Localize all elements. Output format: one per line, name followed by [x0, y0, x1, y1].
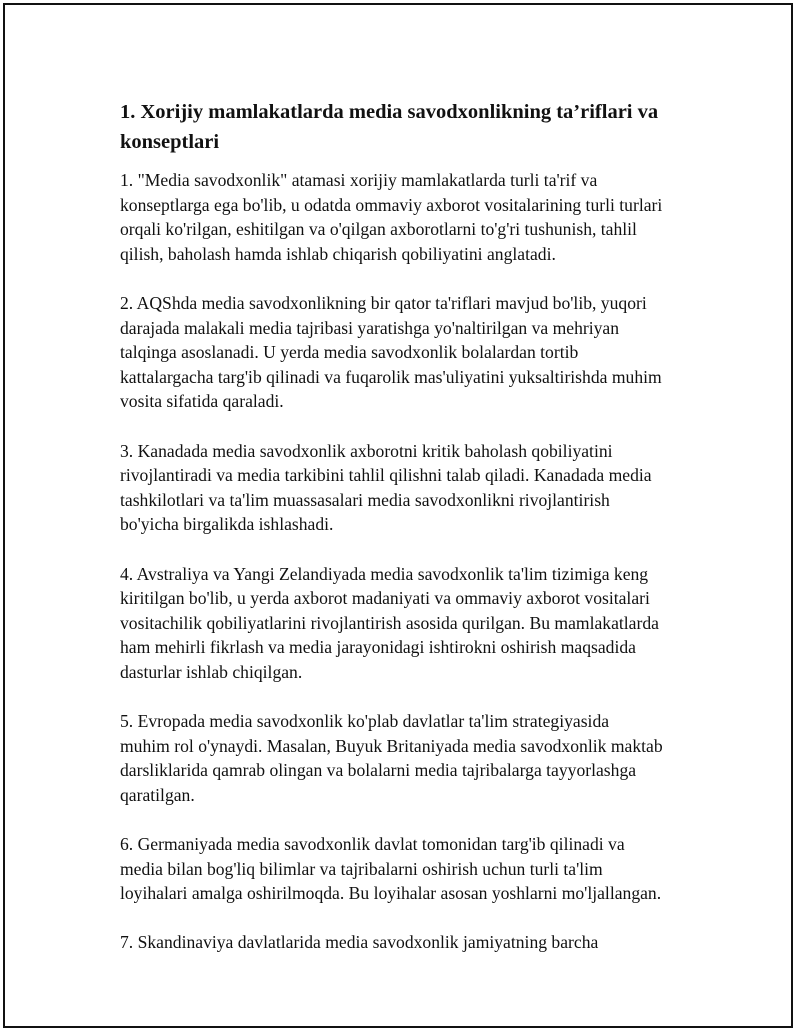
paragraph-6: 6. Germaniyada media savodxonlik davlat tomonidan targ'ib qilinadi va media bilan bog'liq bilimlar va tajribalarni oshirish uchun turli ta'lim loyihalari amalga oshirilmoqda. Bu loyihalar asosan yoshlarni mo'ljallangan.: [120, 834, 662, 904]
paragraph-3: 3. Kanadada media savodxonlik axborotni kritik baholash qobiliyatini rivojlantiradi va media tarkibini tahlil qilishni talab qiladi. Kanadada media tashkilotlari va ta'lim muassasalari media savodxonlikni rivojlantirish bo'yicha birgalikda ishlashadi.: [120, 440, 652, 535]
paragraph-5: 5. Evropada media savodxonlik ko'plab davlatlar ta'lim strategiyasida muhim rol o'ynaydi. Masalan, Buyuk Britaniyada media savodxonlik maktab darsliklarida qamrab olingan va bolalarni media tajribalarga tayyorlashga qaratilgan.: [120, 711, 663, 805]
paragraph-7: 7. Skandinaviya davlatlarida media savodxonlik jamiyatning barcha: [120, 932, 599, 953]
paragraph-4: 4. Avstraliya va Yangi Zelandiyada media savodxonlik ta'lim tizimiga keng kiritilgan bo'lib, u yerda axborot madaniyati va ommaviy axborot vositalari vositachilik qobiliyatlarini rivojlantirish asosida qurilgan. Bu mamlakatlarda ham mehirli fikrlash va media jarayonidagi ishtirokni oshirish maqsadida dasturlar ishlab chiqilgan.: [120, 563, 659, 682]
section-heading: 1. Xorijiy mamlakatlarda media savodxonlikning ta’riflari va konseptlari: [120, 101, 659, 153]
document-body: [120, 97, 700, 980]
paragraph-1: 1. "Media savodxonlik" atamasi xorijiy mamlakatlarda turli ta'rif va konseptlarga ega bo'lib, u odatda ommaviy axborot vositalarining turli turlari orqali ko'rilgan, eshitilgan va o'qilgan axborotlarni to'g'ri tushunish, tahlil qilish, baholash hamda ishlab chiqarish qobiliyatini anglatadi.: [120, 170, 663, 264]
document-page: [3, 3, 793, 1028]
paragraph-2: 2. AQShda media savodxonlikning bir qator ta'riflari mavjud bo'lib, yuqori darajada malakali media tajribasi yaratishga yo'naltirilgan va mehriyan talqinga asoslanadi. U yerda media savodxonlik bolalardan tortib kattalargacha targ'ib qilinadi va fuqarolik mas'uliyatini yuksaltirishda muhim vosita sifatida qaraladi.: [120, 292, 662, 412]
